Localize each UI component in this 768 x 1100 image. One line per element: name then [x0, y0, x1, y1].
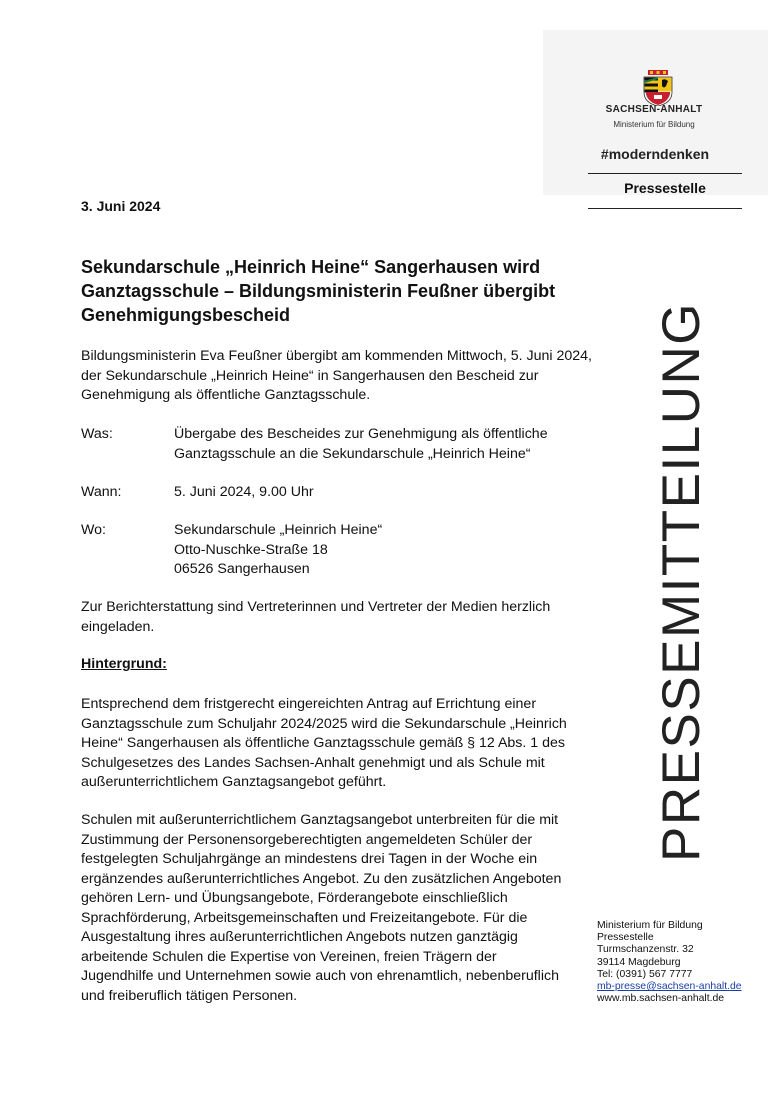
paragraph-line: Schulen mit außerunterrichtlichem Ganztagsangebot unterbreiten für die mit: [81, 812, 559, 828]
contact-ministry: Ministerium für Bildung: [597, 920, 703, 931]
paragraph-line: Schulgesetzes des Landes Sachsen-Anhalt genehmigt und als Schule mit: [81, 754, 545, 771]
vertical-title: PRESSEMITTEILUNG: [652, 302, 711, 862]
paragraph-line: Jugendhilfe und Unternehmen sowie auch von ehrenamtlich, nebenberuflich: [81, 968, 559, 984]
headline: [81, 255, 601, 327]
headline-line: Genehmigungsbescheid: [81, 305, 291, 325]
value-line: 06526 Sangerhausen: [174, 561, 310, 577]
contact-website[interactable]: www.mb.sachsen-anhalt.de: [597, 993, 725, 1005]
value-line: Otto-Nuschke-Straße 18: [174, 541, 328, 558]
wann-value: 5. Juni 2024, 9.00 Uhr: [174, 484, 314, 500]
paragraph-line: ergänzendes außerunterrichtliches Angebot. Zu den zusätzlichen Angeboten: [81, 870, 562, 887]
paragraph-line: Genehmigung als öffentliche Ganztagsschule.: [81, 387, 371, 403]
background-paragraph-1: [81, 695, 601, 793]
divider-top: [588, 173, 742, 174]
paragraph-line: der Sekundarschule „Heinrich Heine“ in Sangerhausen den Bescheid zur: [81, 367, 539, 384]
value-line: Übergabe des Bescheides zur Genehmigung als öffentliche: [174, 426, 548, 442]
paragraph-line: gehören Lern- und Übungsangebote, Förderangebote einschließlich: [81, 890, 508, 906]
paragraph-line: festgelegten Schuljahrgänge an mindestens drei Tagen in der Woche ein: [81, 851, 538, 867]
divider-bottom: [588, 208, 742, 209]
brand-subtitle: Ministerium für Bildung: [613, 120, 695, 129]
hashtag: #moderndenken: [600, 146, 710, 162]
background-heading: Hintergrund:: [81, 656, 167, 672]
press-office-label: Pressestelle: [624, 180, 706, 196]
paragraph-line: Heine“ Sangerhausen als öffentliche Ganztagsschule gemäß § 12 Abs. 1 des: [81, 735, 565, 751]
headline-line: Sekundarschule „Heinrich Heine“ Sangerhausen wird: [81, 257, 541, 277]
wo-label: Wo:: [81, 522, 106, 538]
contact-office: Pressestelle: [597, 932, 654, 944]
contact-block: [597, 920, 757, 1005]
paragraph-line: Sprachförderung, Arbeitsgemeinschaften und Freizeitangebote. Für die: [81, 909, 528, 926]
paragraph-line: Zustimmung der Personensorgeberechtigten angemeldeten Schüler der: [81, 831, 533, 848]
brand-name: SACHSEN-ANHALT: [605, 104, 703, 115]
value-line: Sekundarschule „Heinrich Heine“: [174, 522, 383, 538]
paragraph-line: Bildungsministerin Eva Feußner übergibt am kommenden Mittwoch, 5. Juni 2024,: [81, 348, 592, 364]
wo-value: [174, 521, 594, 580]
contact-city: 39114 Magdeburg: [597, 956, 681, 968]
paragraph-line: Ausgestaltung ihres außerunterrichtlichen Angebots nutzen ganztägig: [81, 929, 518, 945]
invitation-paragraph: [81, 598, 601, 637]
paragraph-line: arbeitende Schulen die Expertise von Vereinen, freien Trägern der: [81, 948, 497, 965]
headline-line: Ganztagsschule – Bildungsministerin Feußner übergibt: [81, 281, 556, 301]
paragraph-line: eingeladen.: [81, 618, 155, 635]
contact-street: Turmschanzenstr. 32: [597, 944, 694, 956]
intro-paragraph: [81, 347, 621, 406]
wann-label: Wann:: [81, 484, 122, 500]
paragraph-line: Ganztagsschule zum Schuljahr 2024/2025 wird die Sekundarschule „Heinrich: [81, 715, 567, 732]
paragraph-line: und freiberuflich tätigen Personen.: [81, 987, 298, 1004]
background-paragraph-2: [81, 811, 601, 1006]
value-line: Ganztagsschule an die Sekundarschule „Heinrich Heine“: [174, 445, 531, 462]
paragraph-line: außerunterrichtlichem Ganztagsangebot geführt.: [81, 774, 387, 790]
contact-email-link[interactable]: mb-presse@sachsen-anhalt.de: [597, 981, 742, 993]
contact-phone: Tel: (0391) 567 7777: [597, 968, 693, 980]
was-value: [174, 425, 594, 464]
paragraph-line: Entsprechend dem fristgerecht eingereichten Antrag auf Errichtung einer: [81, 696, 537, 712]
paragraph-line: Zur Berichterstattung sind Vertreterinnen und Vertreter der Medien herzlich: [81, 599, 551, 615]
was-label: Was:: [81, 426, 113, 442]
release-date: 3. Juni 2024: [81, 198, 161, 214]
coat-of-arms-icon: [640, 70, 676, 106]
